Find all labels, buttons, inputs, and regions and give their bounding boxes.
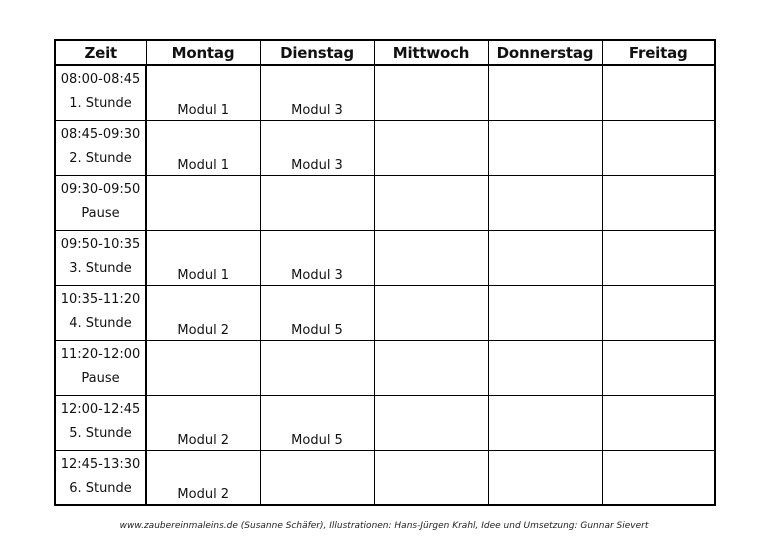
lesson-text: Modul 5 [291, 432, 343, 448]
time-cell [55, 285, 146, 340]
cell-dienstag [260, 175, 374, 230]
header-mittwoch: Mittwoch [374, 40, 488, 65]
cell-mittwoch [374, 285, 488, 340]
period-label: 2. Stunde [69, 150, 132, 166]
header-freitag: Freitag [602, 40, 715, 65]
lesson-text: Modul 2 [177, 487, 230, 502]
cell-freitag [602, 175, 715, 230]
period-label: 6. Stunde [69, 480, 132, 496]
time-range: 09:50-10:35 [60, 236, 141, 252]
cell-donnerstag [488, 120, 602, 175]
period-label: 4. Stunde [69, 315, 132, 331]
time-range: 08:00-08:45 [60, 72, 141, 87]
table-row [55, 395, 715, 450]
cell-mittwoch [374, 450, 488, 505]
time-cell [55, 340, 146, 395]
cell-dienstag [260, 120, 374, 175]
lesson-text [603, 502, 715, 504]
header-donnerstag: Donnerstag [488, 40, 602, 65]
cell-donnerstag [488, 450, 602, 505]
cell-freitag [602, 120, 715, 175]
table-row [55, 230, 715, 285]
lesson-text: Modul 2 [177, 322, 230, 338]
cell-montag [146, 395, 260, 450]
timetable [54, 39, 716, 506]
cell-montag [146, 120, 260, 175]
cell-freitag [602, 450, 715, 505]
lesson-text: Modul 1 [177, 157, 230, 173]
lesson-text: Modul 1 [177, 102, 230, 118]
cell-montag [146, 65, 260, 120]
time-cell [55, 175, 146, 230]
lesson-text [489, 502, 602, 504]
table-row [55, 65, 715, 120]
header-zeit: Zeit [55, 40, 146, 65]
table-row [55, 120, 715, 175]
period-label: Pause [81, 370, 120, 386]
cell-montag [146, 450, 260, 505]
cell-montag [146, 285, 260, 340]
lesson-text [375, 502, 488, 504]
cell-dienstag [260, 65, 374, 120]
time-cell [55, 395, 146, 450]
cell-freitag [602, 285, 715, 340]
time-range: 11:20-12:00 [60, 346, 141, 362]
time-cell [55, 120, 146, 175]
time-range: 10:35-11:20 [60, 291, 141, 307]
lesson-text: Modul 3 [291, 102, 343, 118]
time-range: 08:45-09:30 [60, 126, 141, 142]
time-range: 09:30-09:50 [60, 181, 141, 197]
lesson-text: Modul 2 [177, 432, 230, 448]
cell-mittwoch [374, 120, 488, 175]
header-row [55, 40, 715, 65]
cell-freitag [602, 65, 715, 120]
table-row [55, 175, 715, 230]
cell-donnerstag [488, 340, 602, 395]
cell-dienstag [260, 285, 374, 340]
cell-dienstag [260, 450, 374, 505]
lesson-text: Modul 3 [291, 267, 343, 283]
header-montag: Montag [146, 40, 260, 65]
cell-montag [146, 340, 260, 395]
cell-mittwoch [374, 340, 488, 395]
cell-donnerstag [488, 175, 602, 230]
lesson-text: Modul 5 [291, 322, 343, 338]
footer-credits: www.zaubereinmaleins.de (Susanne Schäfer), Illustrationen: Hans-Jürgen Krahl, Idee und Umsetzung: Gunnar Sievert [119, 521, 649, 531]
time-cell [55, 450, 146, 505]
period-label: 5. Stunde [69, 425, 132, 441]
header-dienstag: Dienstag [260, 40, 374, 65]
cell-freitag [602, 230, 715, 285]
cell-freitag [602, 340, 715, 395]
cell-montag [146, 175, 260, 230]
cell-donnerstag [488, 65, 602, 120]
cell-dienstag [260, 340, 374, 395]
lesson-text: Modul 3 [291, 157, 343, 173]
cell-donnerstag [488, 395, 602, 450]
time-range: 12:45-13:30 [60, 456, 141, 472]
period-label: 1. Stunde [69, 96, 132, 111]
period-label: 3. Stunde [69, 260, 132, 276]
table-row [55, 285, 715, 340]
time-cell [55, 230, 146, 285]
time-range: 12:00-12:45 [60, 401, 141, 417]
cell-donnerstag [488, 230, 602, 285]
cell-montag [146, 230, 260, 285]
cell-dienstag [260, 230, 374, 285]
cell-mittwoch [374, 175, 488, 230]
lesson-text [261, 502, 374, 504]
cell-mittwoch [374, 65, 488, 120]
cell-mittwoch [374, 230, 488, 285]
period-label: Pause [81, 205, 120, 221]
table-row [55, 340, 715, 395]
cell-freitag [602, 395, 715, 450]
cell-dienstag [260, 395, 374, 450]
cell-donnerstag [488, 285, 602, 340]
table-row [55, 450, 715, 505]
time-cell [55, 65, 146, 120]
cell-mittwoch [374, 395, 488, 450]
lesson-text: Modul 1 [177, 267, 230, 283]
